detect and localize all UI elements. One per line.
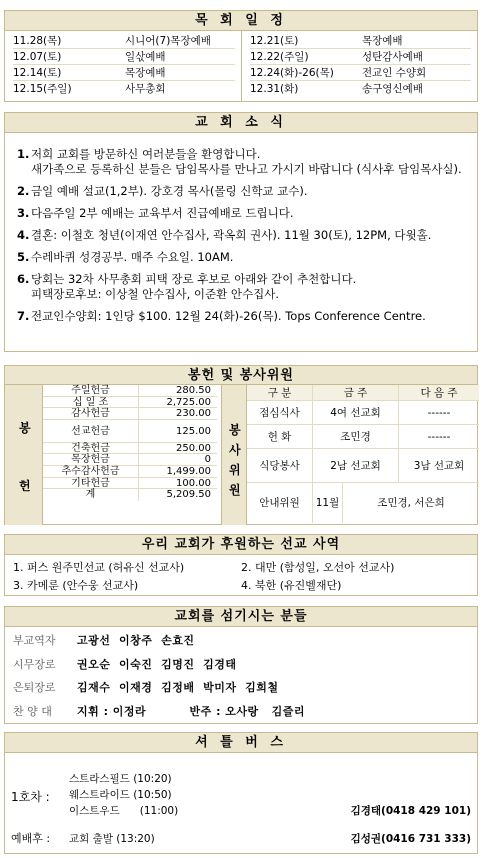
news-item	[17, 272, 471, 302]
news-item-text: 저희 교회를 방문하신 여러분들을 환영합니다.	[31, 147, 261, 161]
serving-row: 식당봉사 2남 선교회 3남 선교회	[247, 449, 479, 483]
offering-name: 기타헌금	[43, 478, 139, 489]
bus-stop: 이스트우드 (11:00)	[69, 805, 179, 817]
schedule-right-column	[241, 31, 477, 101]
serving-row: 점심식사 4여 선교회 ------	[247, 401, 479, 425]
offering-name: 주일헌금	[43, 385, 139, 396]
offering-amount: 230.00	[176, 408, 211, 420]
offering-name: 십 일 조	[43, 397, 139, 408]
offering-amount: 5,209.50	[166, 489, 211, 501]
news-item-text: 수레바퀴 성경공부. 매주 수요일. 10AM.	[31, 250, 234, 264]
offering-amount: 250.00	[176, 442, 211, 454]
offering-name: 목장헌금	[43, 454, 139, 465]
bus-stop: 웨스트라이드 (10:50)	[69, 789, 172, 801]
servant-row: 부교역자 고광선 이창주 손효진	[13, 634, 195, 647]
serving-row: 헌 화 조민경 ------	[247, 425, 479, 449]
mission-item: 1. 퍼스 원주민선교 (허유신 선교사)	[13, 561, 185, 574]
offering-name: 추수감사헌금	[43, 466, 139, 477]
news-item	[17, 206, 471, 221]
servants-title: 교회를 섬기시는 분들	[5, 607, 477, 627]
offering-name: 건축헌금	[43, 443, 139, 454]
shuttle-section	[4, 732, 478, 854]
usher-row: 안내위원 11월 조민경, 서은희	[247, 483, 479, 523]
offering-title: 봉헌 및 봉사위원	[5, 366, 477, 385]
servant-row: 은퇴장로 김재수 이재경 김정배 박미자 김희철	[13, 681, 279, 694]
news-item-text: 전교인수양회: 1인당 $100. 12월 24(화)-26(목). Tops Conference Centre.	[31, 309, 426, 323]
schedule-row: 11.28(목) 시니어(7)목장예배	[13, 33, 235, 49]
servant-row: 시무장로 권오순 이숙진 김명진 김경태	[13, 657, 237, 671]
serving-header-row: 구 분 금 주 다 음 주	[247, 385, 479, 401]
schedule-row: 12.22(주일) 성탄감사예배	[250, 49, 471, 65]
offering-row	[43, 454, 217, 466]
news-item-number: 3.	[17, 206, 30, 220]
offering-row	[43, 385, 217, 397]
news-item-text: 당회는 32차 사무총회 피택 장로 후보로 아래와 같이 추천합니다.	[31, 272, 357, 286]
servant-row: 찬 양 대 지휘 : 이정라 반주 : 오사랑 김즐리	[13, 704, 306, 718]
mission-item: 2. 대만 (함성일, 오선아 선교사)	[241, 561, 395, 574]
news-item-number: 6.	[17, 272, 30, 286]
offering-amount: 125.00	[176, 425, 211, 437]
bus1-label: 1호차 :	[11, 790, 50, 804]
news-item-number: 1.	[17, 147, 30, 161]
offering-row	[43, 420, 217, 443]
news-item-text: 다음주일 2부 예배는 교육부서 진급예배로 드립니다.	[31, 206, 294, 220]
offering-row	[43, 443, 217, 455]
offering-amount: 280.50	[176, 385, 211, 396]
news-item-number: 4.	[17, 228, 30, 242]
offering-name: 계	[43, 489, 139, 501]
schedule-left-column	[5, 31, 241, 101]
servants-section	[4, 606, 478, 724]
news-item	[17, 228, 471, 243]
offering-name: 선교헌금	[43, 420, 139, 442]
serving-table	[221, 385, 479, 525]
offering-amount: 0	[204, 454, 211, 466]
offering-amount: 100.00	[176, 477, 211, 489]
missions-section	[4, 534, 478, 596]
offering-row	[43, 397, 217, 409]
news-item-text: 새가족으로 등록하신 분들은 담임목사를 만나고 가시기 바랍니다 (식사후 담임목사실).	[31, 162, 462, 176]
news-item-number: 2.	[17, 184, 30, 198]
offering-section	[4, 365, 478, 525]
offering-row	[43, 408, 217, 420]
offering-amount: 1,499.00	[166, 465, 211, 477]
return-label: 예배후 :	[11, 832, 51, 845]
schedule-row: 12.14(토) 목장예배	[13, 65, 235, 81]
news-title: 교 회 소 식	[5, 113, 477, 133]
offering-amount: 2,725.00	[166, 396, 211, 408]
schedule-row: 12.24(화)-26(목) 전교인 수양회	[250, 65, 471, 81]
shuttle-title: 셔 틀 버 스	[5, 733, 477, 753]
offering-table	[5, 385, 217, 525]
news-item	[17, 309, 471, 324]
schedule-row: 12.07(토) 일삯예배	[13, 49, 235, 65]
news-item-text: 금일 예배 설교(1,2부). 강호경 목사(몰링 신학교 교수).	[31, 184, 308, 198]
schedule-row: 12.31(화) 송구영신예배	[250, 83, 423, 95]
offering-vertical-label: 봉 헌	[5, 385, 43, 525]
schedule-row: 12.15(주일) 사무총회	[13, 83, 166, 95]
news-item-number: 5.	[17, 250, 30, 264]
offering-name: 감사헌금	[43, 408, 139, 419]
schedule-section	[4, 10, 478, 102]
schedule-title: 목 회 일 정	[5, 11, 477, 31]
schedule-row: 12.21(토) 목장예배	[250, 33, 471, 49]
mission-item: 4. 북한 (유진벨재단)	[241, 579, 342, 592]
news-item	[17, 250, 471, 265]
news-list	[5, 133, 477, 324]
news-item	[17, 147, 471, 177]
news-item-text: 결혼: 이철호 청년(이재연 안수집사, 곽옥희 권사). 11월 30(토), 12PM, 다윗홀.	[31, 228, 432, 242]
bus-stop: 스트라스필드 (10:20)	[69, 773, 172, 785]
news-item-text: 피택장로후보: 이상철 안수집사, 이준환 안수집사.	[31, 287, 279, 301]
offering-row	[43, 466, 217, 478]
news-item	[17, 184, 471, 199]
return-contact: 김성권(0416 731 333)	[350, 833, 471, 845]
bus1-contact: 김경태(0418 429 101)	[350, 805, 471, 817]
return-stop: 교회 출발 (13:20)	[69, 833, 155, 845]
mission-item: 3. 카메룬 (안수웅 선교사)	[13, 579, 139, 592]
missions-title: 우리 교회가 후원하는 선교 사역	[5, 535, 477, 555]
offering-row	[43, 478, 217, 490]
offering-row	[43, 489, 217, 501]
news-section	[4, 112, 478, 352]
news-item-number: 7.	[17, 309, 30, 323]
serving-vertical-label: 봉 사 위 원	[221, 385, 247, 525]
